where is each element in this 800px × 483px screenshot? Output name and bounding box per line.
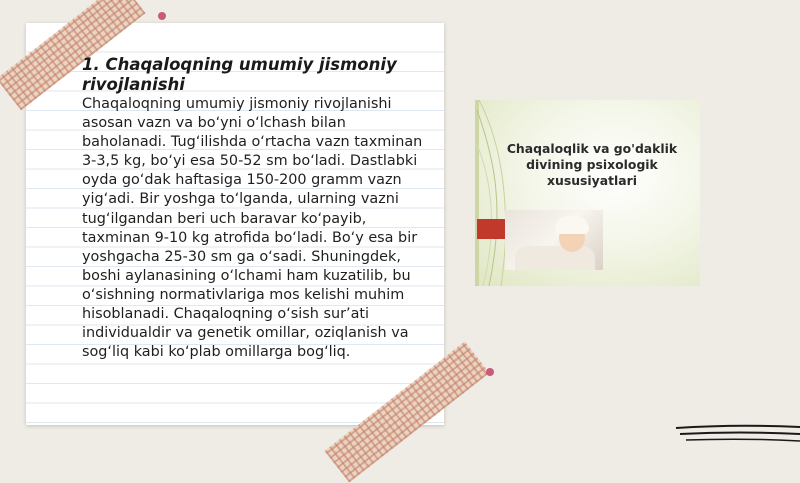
cover-slide-thumbnail (475, 100, 700, 286)
baby-photo (505, 210, 603, 270)
baby-blanket-shape (515, 246, 595, 270)
baby-hat-shape (555, 216, 589, 234)
pin-dot-top (158, 12, 166, 20)
pin-dot-bottom (486, 368, 494, 376)
section-paragraph: Chaqaloqning umumiy jismoniy rivojlanishi asosan vazn va bo‘yni o‘lchash bilan baholanadi. Tug‘ilishda o‘rtacha vazn taxminan 3-3,5 kg, bo‘yi esa 50-52 sm bo‘ladi. Dastlabki oyda go‘dak haftasiga 150-200 gramm vazn yig‘adi. Bir yoshga to‘lganda, ularning vazni tug‘ilgandan beri uch baravar ko‘payib, taxminan 9-10 kg atrofida bo‘ladi. Bo‘y esa bir yoshgacha 25-30 sm ga o‘sadi. Shuningdek, boshi aylanasining o‘lchami ham kuzatilib, bu o‘sishning normativlariga mos kelishi muhim hisoblanadi. Chaqaloqning o‘sish sur’ati individualdir va genetik omillar, oziqlanish va sog‘liq kabi ko‘plab omillarga bog‘liq. (82, 96, 423, 361)
section-heading: 1. Chaqaloqning umumiy jismoniy rivojlanishi (82, 55, 397, 94)
thumbnail-red-accent (477, 219, 505, 239)
thumbnail-title: Chaqaloqlik va go'daklik divining psixologik xususiyatlari (506, 141, 678, 188)
decorative-lines (676, 418, 800, 448)
